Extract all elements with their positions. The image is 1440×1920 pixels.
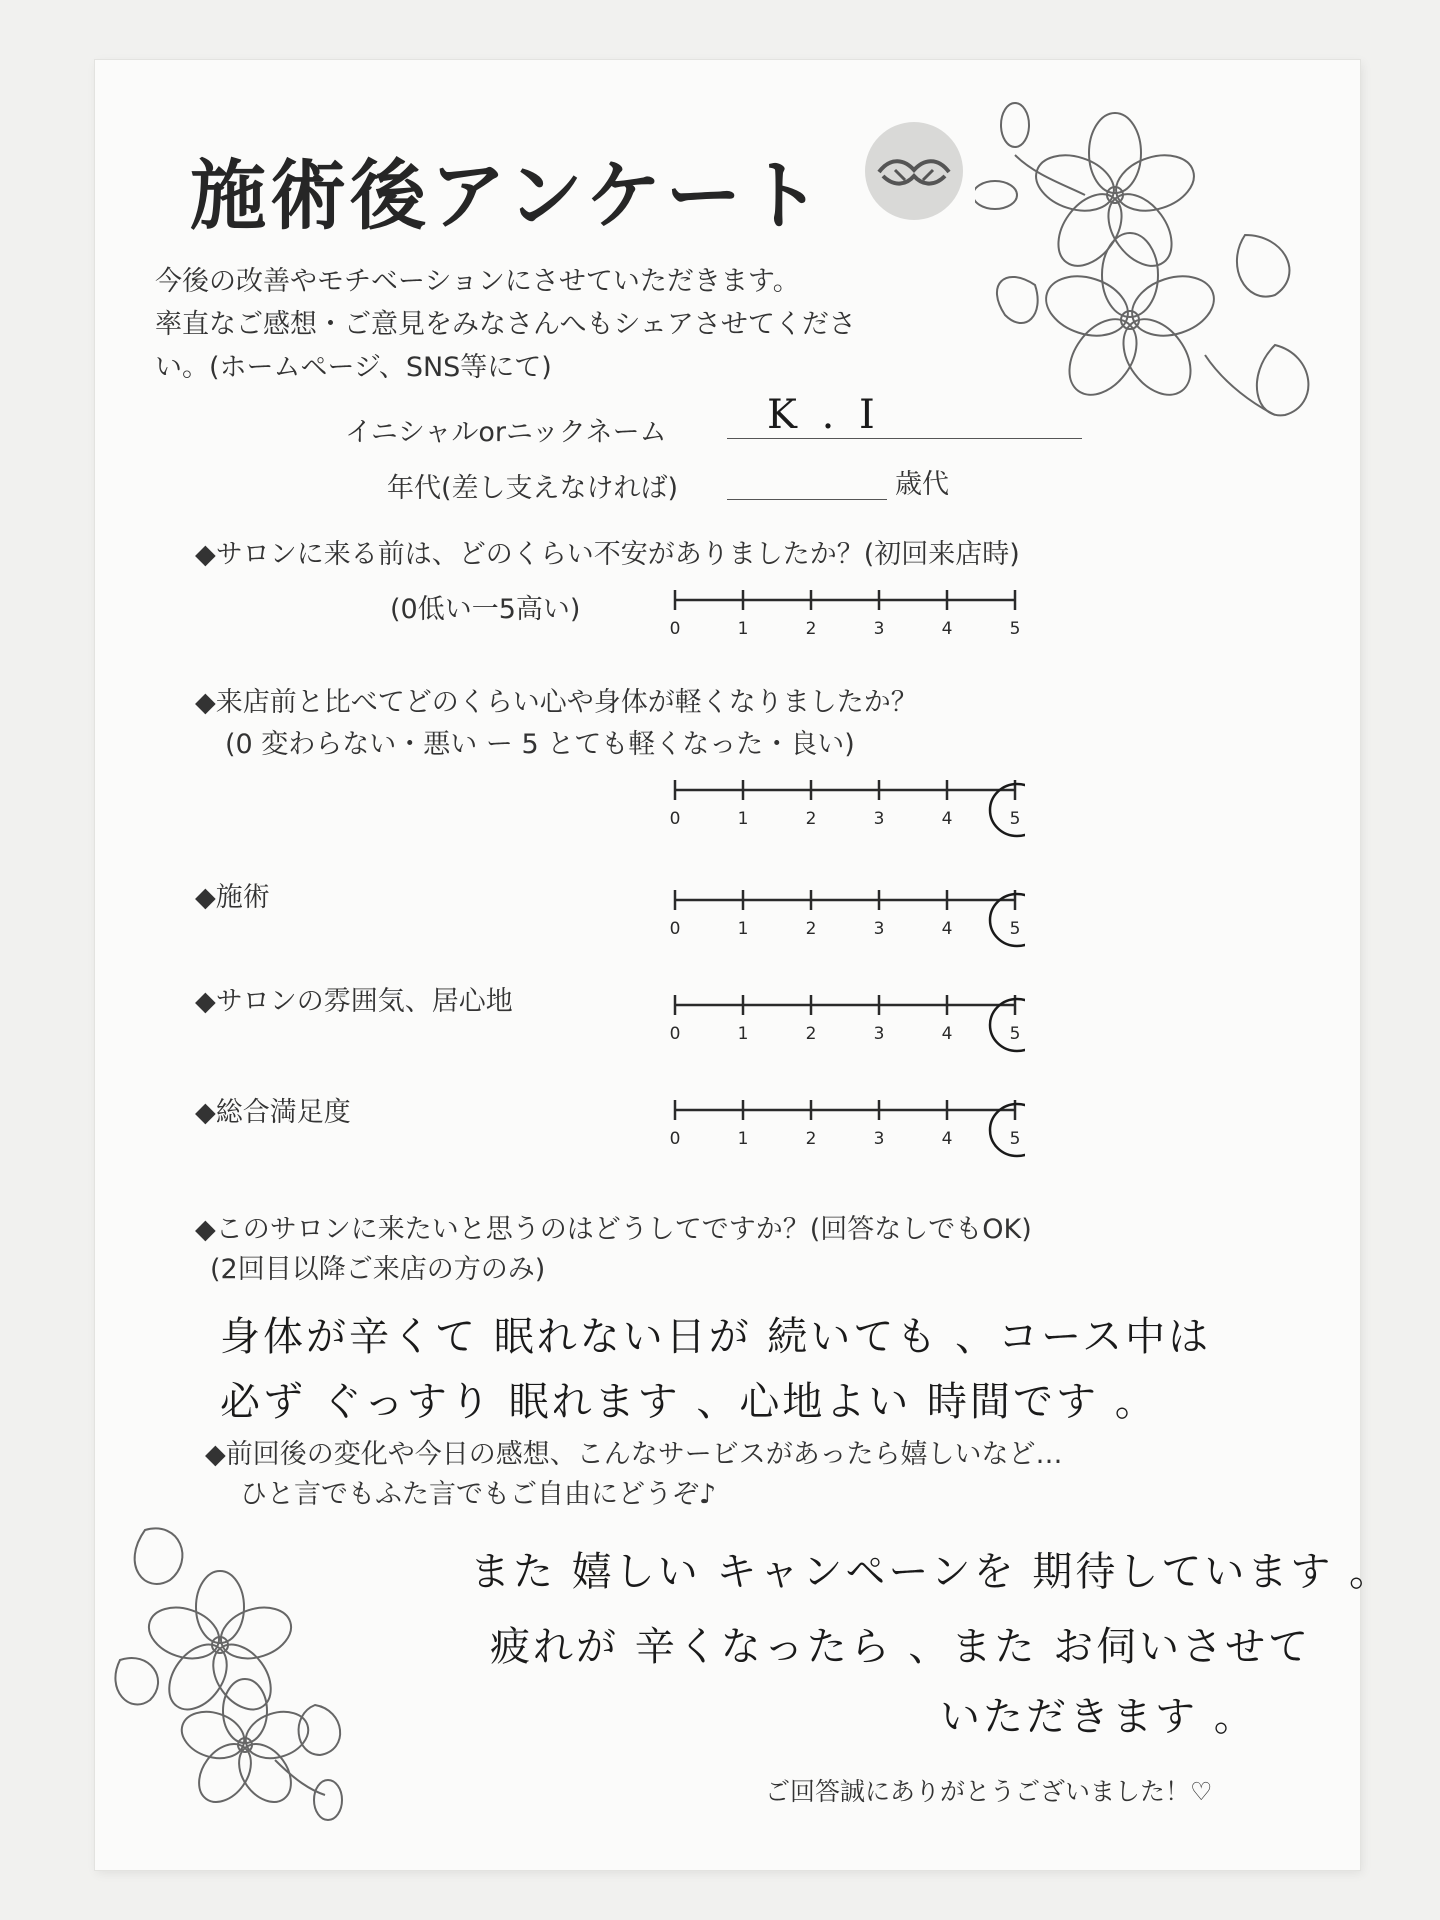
scale-tick-label-0[interactable]: 0 (669, 1024, 681, 1044)
survey-card (95, 60, 1393, 1870)
name-value: K . I (767, 392, 881, 438)
rating-scale-4[interactable] (655, 985, 1025, 1069)
scale-svg[interactable] (655, 580, 1025, 660)
scale-tick-label-1[interactable]: 1 (737, 1129, 749, 1149)
rating-scale-3[interactable] (655, 880, 1025, 964)
scale-tick-label-1[interactable]: 1 (737, 809, 749, 829)
scale-tick-label-5[interactable]: 5 (1009, 1129, 1021, 1149)
scale-tick-label-4[interactable]: 4 (941, 619, 953, 639)
scale-tick-label-3[interactable]: 3 (873, 619, 885, 639)
scale-tick-label-1[interactable]: 1 (737, 1024, 749, 1044)
name-label: イニシャルorニックネーム (345, 417, 667, 448)
comment-label: ◆前回後の変化や今日の感想、こんなサービスがあったら嬉しいなど… (205, 1439, 1063, 1470)
flower-decoration-bottom-icon (100, 1510, 360, 1830)
reason-answer-line-2: 必ず ぐっすり 眠れます 、心地よい 時間です 。 (220, 1379, 1158, 1425)
intro-text (155, 260, 1055, 389)
scale-svg[interactable] (655, 1090, 1025, 1170)
reason-answer-line-1: 身体が辛くて 眠れない日が 続いても 、コース中は (220, 1314, 1212, 1360)
rating-scale-5[interactable] (655, 1090, 1025, 1174)
age-field[interactable] (727, 465, 887, 500)
reason-sub: (2回目以降ご来店の方のみ) (210, 1254, 546, 1285)
reason-label: ◆このサロンに来たいと思うのはどうしてですか？(回答なしでもOK) (195, 1214, 1032, 1245)
question-3-label: ◆施術 (195, 882, 270, 913)
scale-svg[interactable] (655, 985, 1025, 1065)
scale-tick-label-2[interactable]: 2 (805, 809, 817, 829)
intro-line: 今後の改善やモチベーションにさせていただきます。 (155, 266, 800, 297)
thanks-text: ご回答誠にありがとうございました！♡ (765, 1777, 1213, 1806)
scale-tick-label-4[interactable]: 4 (941, 1129, 953, 1149)
scale-tick-label-5[interactable]: 5 (1009, 619, 1021, 639)
scale-tick-label-3[interactable]: 3 (873, 1024, 885, 1044)
comment-answer-line-3: いただきます 。 (940, 1694, 1257, 1740)
scale-tick-label-4[interactable]: 4 (941, 1024, 953, 1044)
scale-tick-label-4[interactable]: 4 (941, 919, 953, 939)
scale-tick-label-0[interactable]: 0 (669, 619, 681, 639)
rating-scale-2[interactable] (655, 770, 1025, 854)
scale-tick-label-2[interactable]: 2 (805, 1129, 817, 1149)
scale-tick-label-5[interactable]: 5 (1009, 1024, 1021, 1044)
age-label: 年代(差し支えなければ) (387, 473, 679, 504)
rating-scale-1[interactable] (655, 580, 1025, 664)
question-2-label: ◆来店前と比べてどのくらい心や身体が軽くなりましたか？ (195, 687, 918, 718)
scale-tick-label-0[interactable]: 0 (669, 919, 681, 939)
scale-tick-label-3[interactable]: 3 (873, 919, 885, 939)
question-5-label: ◆総合満足度 (195, 1097, 351, 1128)
scale-tick-label-3[interactable]: 3 (873, 809, 885, 829)
scale-svg[interactable] (655, 770, 1025, 850)
scale-svg[interactable] (655, 880, 1025, 960)
scale-tick-label-5[interactable]: 5 (1009, 809, 1021, 829)
scale-tick-label-4[interactable]: 4 (941, 809, 953, 829)
hands-logo-icon (865, 122, 963, 220)
question-2-sub: (0 変わらない・悪い ー 5 とても軽くなった・良い) (225, 729, 855, 760)
scale-tick-label-3[interactable]: 3 (873, 1129, 885, 1149)
scale-tick-label-1[interactable]: 1 (737, 619, 749, 639)
scale-tick-label-1[interactable]: 1 (737, 919, 749, 939)
age-suffix: 歳代 (895, 469, 949, 500)
intro-line: 率直なご感想・ご意見をみなさんへもシェアさせてくださ (155, 309, 856, 340)
scale-tick-label-2[interactable]: 2 (805, 1024, 817, 1044)
page-title: 施術後アンケート (190, 151, 826, 240)
comment-answer-line-2: 疲れが 辛くなったら 、また お伺いさせて (490, 1624, 1312, 1670)
intro-line: い。(ホームページ、SNS等にて) (155, 352, 552, 383)
question-1-sub: (0低い一5高い) (390, 594, 581, 625)
scale-tick-label-0[interactable]: 0 (669, 809, 681, 829)
scale-tick-label-2[interactable]: 2 (805, 919, 817, 939)
scale-tick-label-0[interactable]: 0 (669, 1129, 681, 1149)
question-4-label: ◆サロンの雰囲気、居心地 (195, 986, 513, 1017)
salon-logo (865, 122, 963, 220)
comment-answer-line-1: また 嬉しい キャンペーンを 期待しています 。 (470, 1549, 1393, 1595)
name-field[interactable] (727, 392, 1082, 439)
comment-sub: ひと言でもふた言でもご自由にどうぞ♪ (240, 1479, 717, 1510)
scale-tick-label-5[interactable]: 5 (1009, 919, 1021, 939)
question-1-label: ◆サロンに来る前は、どのくらい不安がありましたか？(初回来店時) (195, 539, 1020, 570)
scale-tick-label-2[interactable]: 2 (805, 619, 817, 639)
